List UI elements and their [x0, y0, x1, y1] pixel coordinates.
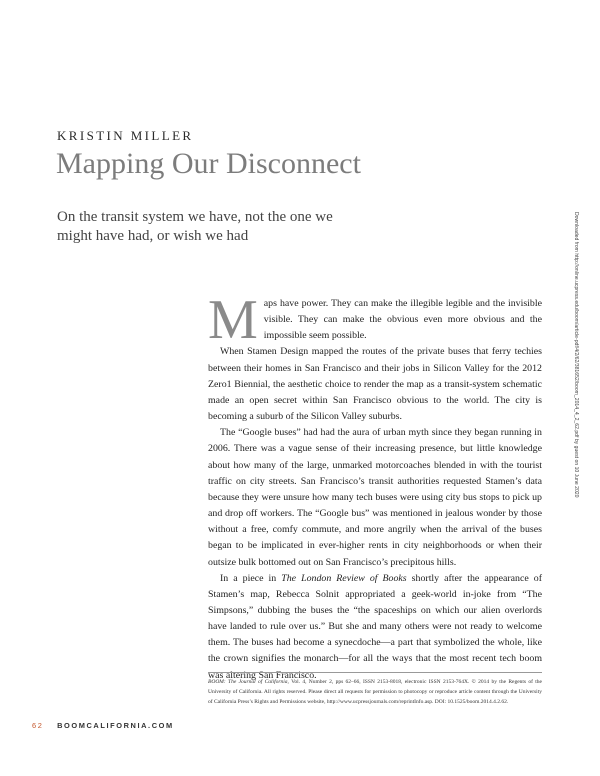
paragraph-4-rest: shortly after the appearance of Stamen’s map, Rebecca Solnit appropriated a geek-world in-joke from “The Simpsons,” dubbing the buses the “the spaceships on which our alien overlords have landed to rule over us.” But she and many others were not ready to welcome them. The buses had become a synecdoche—a part that symbolized the whole, like the crown signifies the monarch—for all the ways that the most recent tech boom was altering San Francisco. [208, 572, 542, 681]
paragraph-2: When Stamen Design mapped the routes of the private buses that ferry techies between their homes in San Francisco and their jobs in Silicon Valley for the 2012 Zero1 Biennial, the aesthetic choice to render the map as a transit-system schematic made an open secret within San Francisco obvious to the world. The city is becoming a suburb of the Silicon Valley suburbs. [208, 346, 542, 423]
author-name: KRISTIN MILLER [57, 128, 194, 143]
footnote-text: Vol. 4, Number 2, pps 62–66, ISSN 2153-8018, electronic ISSN 2153-764X. © 2014 by the Regents of the University of California. All rights reserved. Please direct all requests for permission to photocopy or reproduce article content through the University of California Press’s Rights and Permissions website, http://www.ucpressjournals.com/reprintInfo.asp. DOI: 10.1525/boom.2014.4.2.62. [208, 679, 542, 706]
page-number: 62 [32, 721, 44, 730]
article-body [208, 289, 542, 684]
drop-cap: M [208, 289, 258, 351]
paragraph-4 [208, 571, 542, 684]
footnote-divider [208, 672, 542, 673]
page-footer [32, 721, 174, 730]
publication-title: The London Review of Books [281, 572, 407, 584]
download-notice: Downloaded from http://online.ucpress.edu/boom/article-pdf/4/2/62/381652/boom_2014_4_2_62.pdf by guest on 10 June 2020 [573, 212, 579, 498]
journal-name: BOOM: The Journal of California, [208, 679, 289, 685]
article-title: Mapping Our Disconnect [56, 147, 361, 180]
copyright-footnote [208, 677, 542, 708]
paragraph-4-lead: In a piece in [220, 572, 282, 584]
article-subtitle: On the transit system we have, not the one we might have had, or wish we had [57, 209, 333, 244]
site-name: BOOMCALIFORNIA.COM [57, 721, 174, 730]
paragraph-3: The “Google buses” had had the aura of urban myth since they began running in 2006. There was a vague sense of their increasing presence, but little knowledge about how many of the large, unmarked motorcoaches blended in with the tourist traffic on city streets. San Francisco’s transit authorities requested Stamen’s data because they were unsure how many tech buses were using city bus stops to pick up and drop off workers. The “Google bus” was mentioned in jealous wonder by those without a free, comfy commute, and more angrily when the arrival of the buses began to be implicated in ever-higher rents in city neighborhoods or when their outsize bulk bottomed out on San Francisco’s precipitous hills. [208, 427, 542, 568]
paragraph-1-text: aps have power. They can make the illegible legible and the invisible visible. They can make the obvious even more obvious and the impossible seem possible. [263, 298, 542, 342]
paragraph-1 [208, 289, 542, 351]
